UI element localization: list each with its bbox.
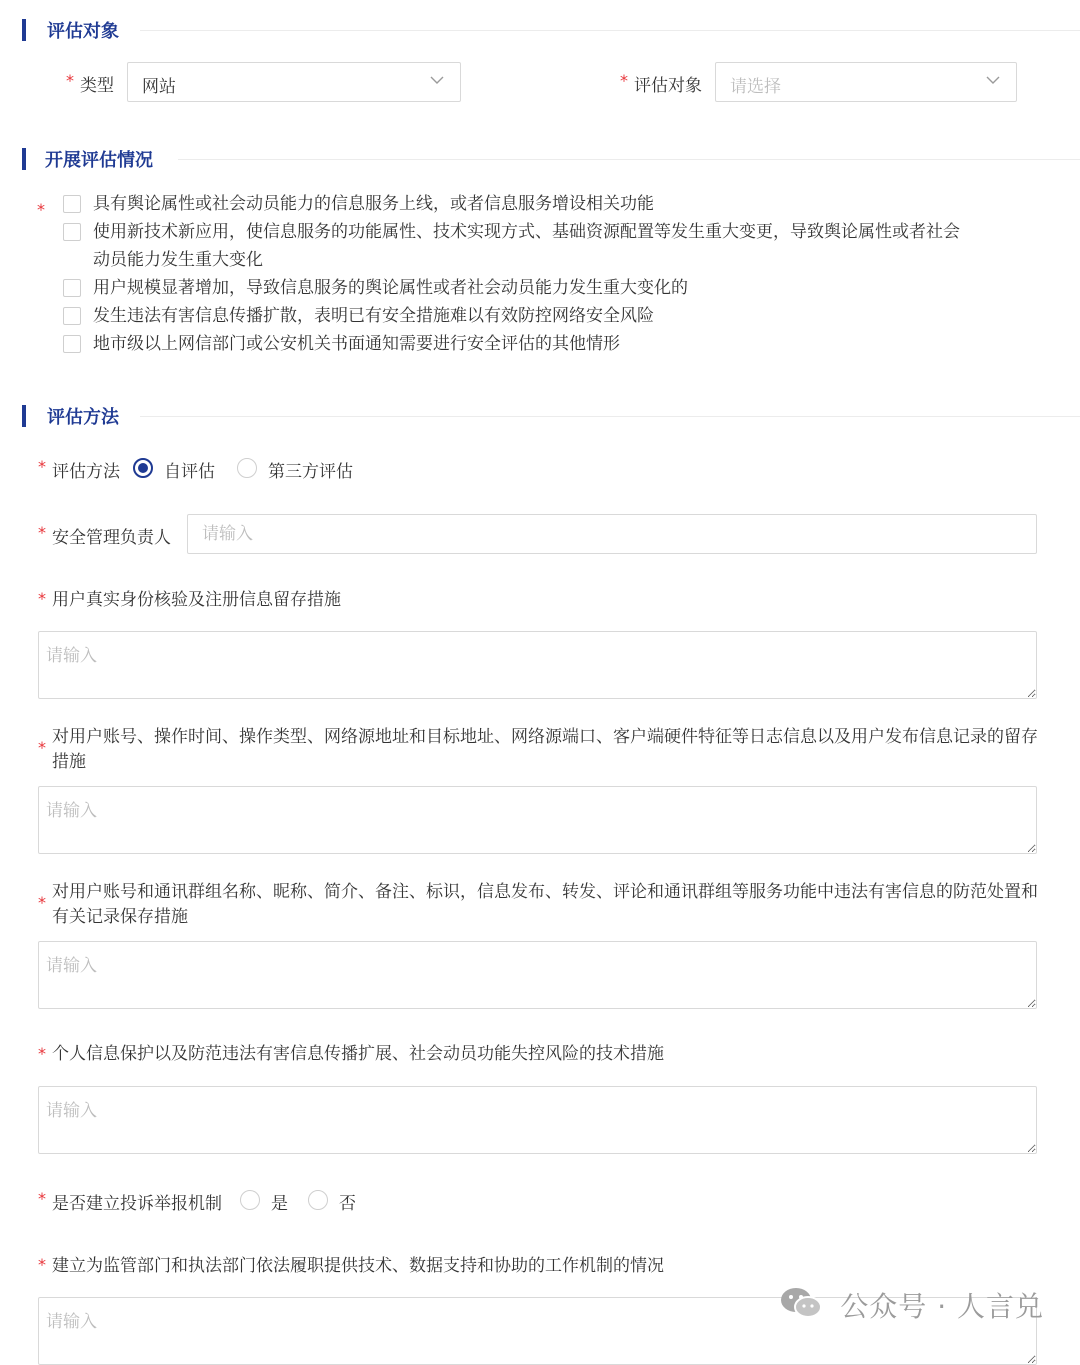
required-mark: * [38, 738, 46, 757]
chevron-down-icon [430, 73, 444, 87]
situation-checkbox-4[interactable] [63, 307, 81, 325]
q2-label: 对用户账号、操作时间、操作类型、网络源地址和目标地址、网络源端口、客户端硬件特征等日志信息以及用户发布信息记录的留存措施 [52, 727, 1038, 772]
section-marker [22, 19, 26, 41]
section-marker [22, 148, 26, 170]
required-mark: * [66, 71, 74, 90]
method-radio-third-party[interactable] [237, 458, 257, 478]
required-mark: * [38, 457, 46, 476]
section-divider [140, 416, 1080, 417]
required-mark: * [38, 589, 46, 608]
situation-option-2-line2: 动员能力发生重大变化 [93, 250, 263, 270]
q2-textarea[interactable] [38, 786, 1037, 854]
required-mark: * [38, 1044, 46, 1063]
object-select-placeholder: 请选择 [730, 77, 781, 97]
required-mark: * [38, 1255, 46, 1274]
object-label: 评估对象 [634, 76, 702, 96]
situation-checkbox-5[interactable] [63, 335, 81, 353]
type-label: 类型 [80, 76, 114, 96]
manager-input[interactable] [187, 514, 1037, 554]
situation-option-5: 地市级以上网信部门或公安机关书面通知需要进行安全评估的其他情形 [93, 334, 620, 354]
complaint-label: 是否建立投诉举报机制 [52, 1194, 222, 1214]
q1-label: 用户真实身份核验及注册信息留存措施 [52, 590, 341, 610]
manager-label: 安全管理负责人 [52, 528, 171, 548]
q3-label: 对用户账号和通讯群组名称、昵称、简介、备注、标识，信息发布、转发、评论和通讯群组等服务功能中违法有害信息的防范处置和有关记录保存措施 [52, 882, 1038, 927]
situation-checkbox-2[interactable] [63, 223, 81, 241]
required-mark: * [38, 523, 46, 542]
section-title-target: 评估对象 [47, 21, 119, 42]
required-mark: * [38, 1189, 46, 1208]
q3-textarea[interactable] [38, 941, 1037, 1009]
complaint-option-no[interactable]: 否 [339, 1194, 356, 1214]
complaint-option-yes[interactable]: 是 [271, 1194, 288, 1214]
q4-label: 个人信息保护以及防范违法有害信息传播扩展、社会动员功能失控风险的技术措施 [52, 1044, 664, 1064]
required-mark: * [38, 893, 46, 912]
q4-textarea[interactable] [38, 1086, 1037, 1154]
method-option-third-party[interactable]: 第三方评估 [268, 462, 353, 482]
complaint-radio-no[interactable] [308, 1190, 328, 1210]
required-mark: * [37, 200, 45, 219]
method-label: 评估方法 [52, 462, 120, 482]
type-select[interactable] [127, 62, 461, 102]
required-mark: * [620, 71, 628, 90]
wechat-icon [780, 1285, 822, 1321]
object-select[interactable] [715, 62, 1017, 102]
q1-textarea[interactable] [38, 631, 1037, 699]
watermark-text: 公众号 · 人言兑 [840, 1290, 1044, 1323]
chevron-down-icon [986, 73, 1000, 87]
type-select-value: 网站 [142, 77, 176, 97]
situation-checkbox-1[interactable] [63, 195, 81, 213]
situation-option-1: 具有舆论属性或社会动员能力的信息服务上线，或者信息服务增设相关功能 [93, 194, 654, 214]
section-divider [140, 30, 1080, 31]
method-radio-self[interactable] [133, 458, 153, 478]
situation-option-4: 发生违法有害信息传播扩散，表明已有安全措施难以有效防控网络安全风险 [93, 306, 654, 326]
complaint-radio-yes[interactable] [240, 1190, 260, 1210]
q5-label: 建立为监管部门和执法部门依法履职提供技术、数据支持和协助的工作机制的情况 [52, 1256, 664, 1276]
section-title-method: 评估方法 [47, 407, 119, 428]
situation-option-3: 用户规模显著增加，导致信息服务的舆论属性或者社会动员能力发生重大变化的 [93, 278, 688, 298]
situation-option-2-line1: 使用新技术新应用，使信息服务的功能属性、技术实现方式、基础资源配置等发生重大变更，导致舆论属性或者社会 [93, 222, 960, 242]
section-divider [178, 159, 1080, 160]
situation-checkbox-3[interactable] [63, 279, 81, 297]
method-option-self[interactable]: 自评估 [164, 462, 215, 482]
section-marker [22, 405, 26, 427]
section-title-situation: 开展评估情况 [45, 150, 153, 171]
